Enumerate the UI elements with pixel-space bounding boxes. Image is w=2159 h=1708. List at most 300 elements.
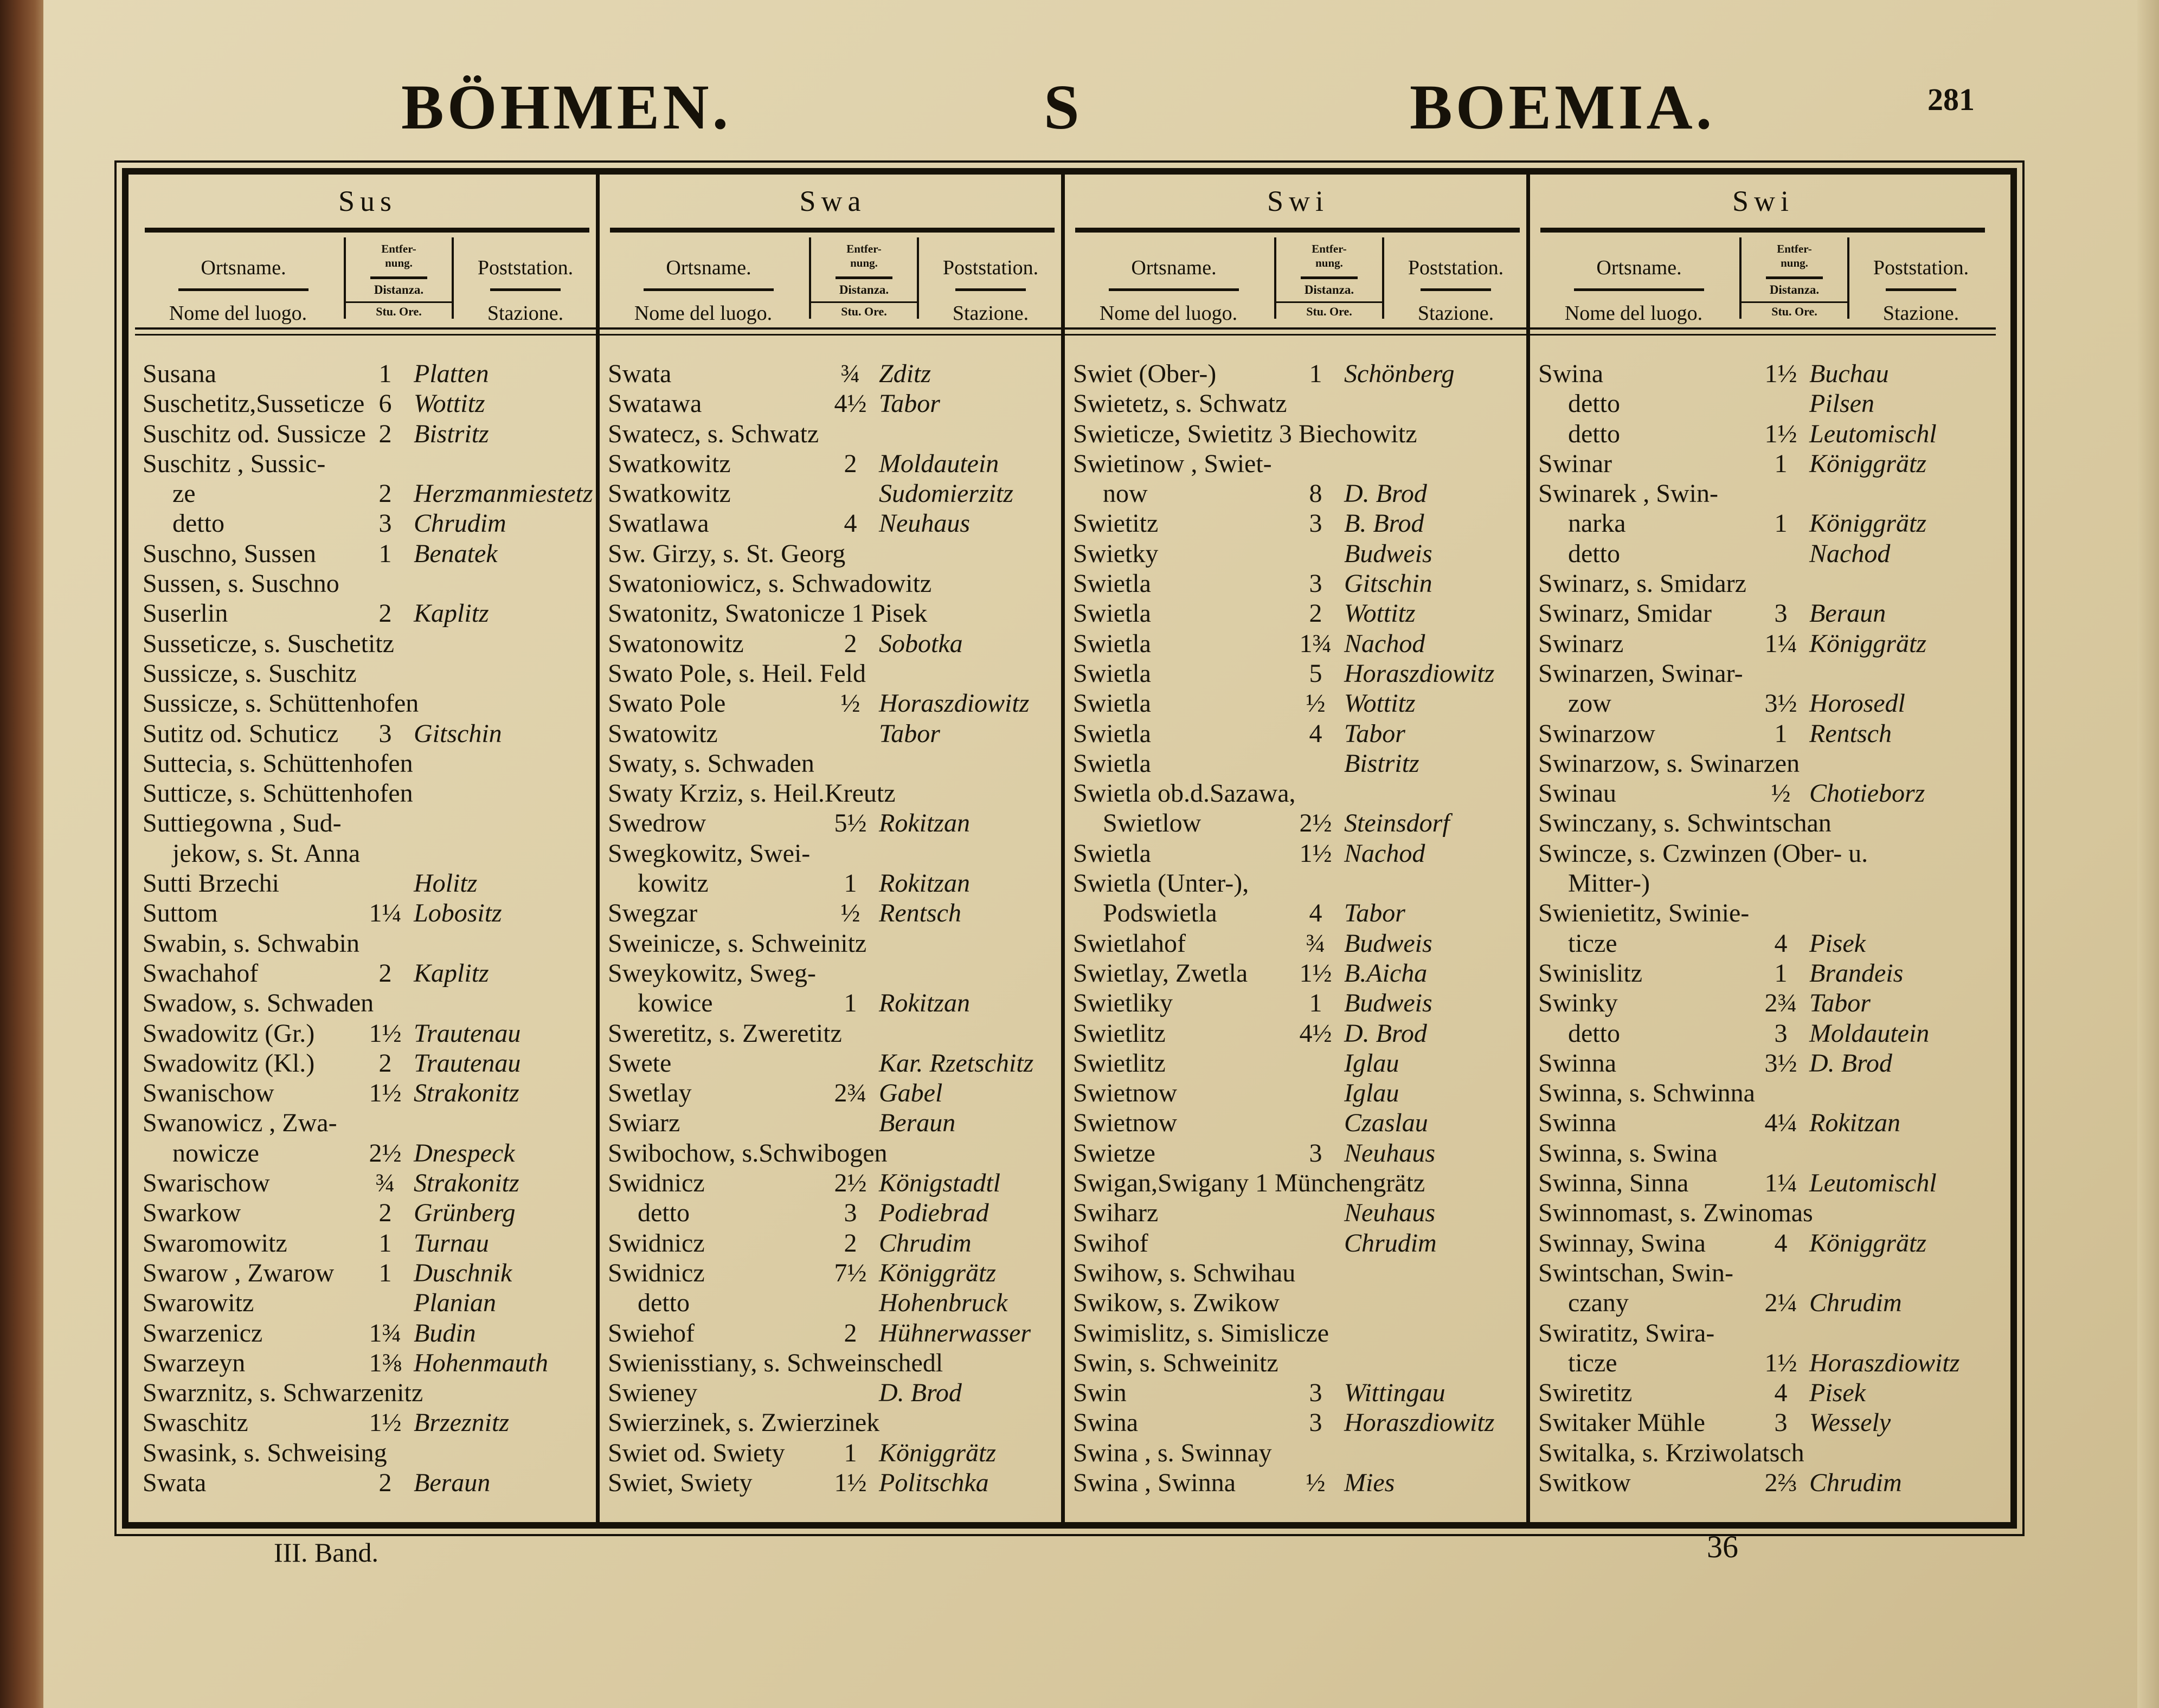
table-row <box>1538 1228 1994 1258</box>
distance-value: ¾ <box>375 1169 395 1198</box>
place-name: zow <box>1568 689 1611 718</box>
distance-value: 1 <box>378 359 392 388</box>
entry-list <box>1073 359 1528 1498</box>
distance-value: ½ <box>1771 779 1791 808</box>
header-place-it: Nome del luogo. <box>169 302 307 325</box>
place-name: Swietla ob.d.Sazawa, <box>1073 779 1296 808</box>
place-name: Swete <box>608 1048 672 1078</box>
running-head-left: BÖHMEN. <box>401 72 732 143</box>
post-station: D. Brod <box>1344 1019 1427 1048</box>
place-name: Swinar <box>1538 449 1612 478</box>
table-row <box>143 1108 598 1138</box>
post-station: B. Brod <box>1344 509 1424 538</box>
post-station: Zditz <box>879 359 931 388</box>
table-row <box>1073 508 1528 538</box>
post-station: Königstadtl <box>879 1169 1001 1198</box>
post-station: Horaszdiowitz <box>1344 1408 1495 1438</box>
place-name: Swadow, s. Schwaden <box>143 989 374 1018</box>
distance-value: 2⅔ <box>1764 1468 1797 1497</box>
place-name: Swiehof <box>608 1318 695 1348</box>
post-station: Herzmanmiestetz <box>414 479 593 508</box>
distance-value: 1½ <box>1764 419 1797 448</box>
place-name: Sussicze, s. Schüttenhofen <box>143 689 419 718</box>
header-post-it: Stazione. <box>952 302 1029 325</box>
table-row <box>1538 1438 1994 1468</box>
place-name: Suserlin <box>143 599 228 628</box>
table-row <box>608 1468 1063 1498</box>
post-station: Tabor <box>1809 989 1871 1018</box>
distance-value: ½ <box>840 689 860 718</box>
distance-value: 1 <box>1774 958 1788 988</box>
place-name: Switalka, s. Krziwolatsch <box>1538 1438 1804 1467</box>
place-name: Swietla <box>1073 569 1151 598</box>
place-name: Swihof <box>1073 1228 1148 1258</box>
header-distance <box>809 237 919 319</box>
table-row <box>608 719 1063 749</box>
header-post-de: Poststation. <box>1408 256 1504 279</box>
table-row <box>1073 569 1528 598</box>
table-row <box>1538 1138 1994 1168</box>
place-name: Sweykowitz, Sweg- <box>608 958 816 988</box>
running-head-letter: S <box>1044 72 1080 143</box>
distance-value: 7½ <box>834 1258 867 1287</box>
table-row <box>608 389 1063 418</box>
place-name: Swietla <box>1073 719 1151 748</box>
table-row <box>143 659 598 688</box>
place-name: Sutti Brzechi <box>143 869 279 898</box>
table-row <box>608 1318 1063 1348</box>
post-station: B.Aicha <box>1344 958 1428 988</box>
place-name: Swihow, s. Schwihau <box>1073 1258 1296 1287</box>
place-name: Swarkow <box>143 1198 241 1228</box>
distance-value: 1½ <box>369 1079 402 1108</box>
table-row <box>1073 929 1528 958</box>
table-row <box>1073 1048 1528 1078</box>
table-row <box>143 808 598 838</box>
table-row <box>1073 868 1528 898</box>
post-station: Wittingau <box>1344 1378 1445 1408</box>
post-station: Königgrätz <box>879 1438 997 1467</box>
table-row <box>1538 1078 1994 1108</box>
place-name: ticze <box>1568 929 1617 958</box>
post-station: Chrudim <box>879 1228 972 1258</box>
table-row <box>143 988 598 1018</box>
post-station: D. Brod <box>1809 1048 1892 1078</box>
place-name: ze <box>172 479 196 508</box>
place-name: Swarow , Zwarow <box>143 1258 335 1287</box>
place-name: Swinna, s. Schwinna <box>1538 1079 1755 1108</box>
header-rule <box>1301 276 1358 279</box>
place-name: Swietla (Unter-), <box>1073 869 1249 898</box>
table-row <box>143 778 598 808</box>
column-header <box>1065 235 1531 325</box>
table-row <box>608 419 1063 449</box>
distance-value: 4 <box>1774 929 1788 958</box>
post-station: Pisek <box>1809 929 1866 958</box>
table-row <box>1538 1378 1994 1408</box>
table-row <box>608 688 1063 718</box>
header-rule <box>1766 276 1823 279</box>
header-rule <box>1574 288 1704 291</box>
distance-value: 3½ <box>1764 689 1797 718</box>
distance-value: 1½ <box>834 1468 867 1497</box>
table-row <box>1073 598 1528 628</box>
place-name: Swiratitz, Swira- <box>1538 1318 1715 1348</box>
title-rule <box>1075 228 1520 233</box>
table-row <box>608 1408 1063 1438</box>
place-name: Swimislitz, s. Simislicze <box>1073 1318 1329 1348</box>
distance-value: 1¼ <box>1764 629 1797 658</box>
distance-value: 3 <box>1309 569 1322 598</box>
post-station: Chrudim <box>1344 1228 1437 1258</box>
table-row <box>1073 1408 1528 1438</box>
distance-value: 5 <box>1309 659 1322 688</box>
place-name: jekow, s. St. Anna <box>172 839 361 868</box>
place-name: Swatkowitz <box>608 479 731 508</box>
place-name: Sweinicze, s. Schweinitz <box>608 929 867 958</box>
header-place-it: Nome del luogo. <box>634 302 773 325</box>
table-row <box>1538 659 1994 688</box>
post-station: Wottitz <box>414 389 485 418</box>
post-station: D. Brod <box>879 1378 962 1408</box>
place-name: Swaschitz <box>143 1408 248 1438</box>
table-row <box>143 1019 598 1048</box>
place-name: Swata <box>143 1468 207 1497</box>
post-station: Hühnerwasser <box>879 1318 1031 1348</box>
column-title: Swi <box>1732 185 1795 217</box>
book-binding <box>0 0 43 1708</box>
post-station: Neuhaus <box>1344 1198 1435 1228</box>
place-name: Swatawa <box>608 389 702 418</box>
table-row <box>608 359 1063 389</box>
table-row <box>1538 1468 1994 1498</box>
place-name: Swietlow <box>1103 809 1201 838</box>
place-name: detto <box>1568 419 1620 448</box>
place-name: Swietla <box>1073 629 1151 658</box>
place-name: Swidnicz <box>608 1169 705 1198</box>
place-name: Swienietitz, Swinie- <box>1538 899 1750 928</box>
table-row <box>143 1078 598 1108</box>
header-rule <box>178 288 309 291</box>
distance-value: 2½ <box>834 1169 867 1198</box>
post-station: Königgrätz <box>1809 1228 1927 1258</box>
post-station: Neuhaus <box>879 509 970 538</box>
post-station: Horaszdiowitz <box>1809 1348 1960 1377</box>
place-name: Podswietla <box>1103 899 1217 928</box>
place-name: Suschitz , Sussic- <box>143 449 326 478</box>
distance-value: 6 <box>378 389 392 418</box>
place-name: Swatoniowicz, s. Schwadowitz <box>608 569 932 598</box>
post-station: Mies <box>1344 1468 1395 1497</box>
post-station: Beraun <box>414 1468 491 1497</box>
table-row <box>608 1438 1063 1468</box>
table-row <box>143 598 598 628</box>
post-station: Duschnik <box>414 1258 512 1287</box>
place-name: Swieticze, Swietitz 3 Biechowitz <box>1073 419 1417 448</box>
post-station: Hohenbruck <box>879 1288 1008 1318</box>
table-row <box>143 868 598 898</box>
header-distance-units: Stu. Ore. <box>346 301 452 319</box>
table-row <box>143 449 598 479</box>
place-name: Swadowitz (Kl.) <box>143 1048 315 1078</box>
distance-value: 1 <box>844 869 857 898</box>
distance-value: 3 <box>1774 1019 1788 1048</box>
place-name: Susseticze, s. Suschetitz <box>143 629 394 658</box>
place-name: Swarznitz, s. Schwarzenitz <box>143 1378 423 1408</box>
place-name: detto <box>1568 389 1620 418</box>
header-distance-de: Entfer- nung. <box>1312 242 1347 269</box>
post-station: Strakonitz <box>414 1079 519 1108</box>
table-row <box>1073 1288 1528 1318</box>
place-name: Swatonitz, Swatonicze 1 Pisek <box>608 599 928 628</box>
place-name: Swato Pole <box>608 689 726 718</box>
place-name: Swaromowitz <box>143 1228 287 1258</box>
place-name: Swato Pole, s. Heil. Feld <box>608 659 866 688</box>
post-station: Kaplitz <box>414 958 489 988</box>
table-row <box>1538 598 1994 628</box>
place-name: Swinislitz <box>1538 958 1643 988</box>
place-name: narka <box>1568 509 1626 538</box>
place-name: czany <box>1568 1288 1629 1318</box>
place-name: Swinna, Sinna <box>1538 1169 1689 1198</box>
place-name: Susana <box>143 359 216 388</box>
table-row <box>143 539 598 569</box>
post-station: Chrudim <box>1809 1468 1902 1497</box>
place-name: Swietitz <box>1073 509 1159 538</box>
place-name: Swietla <box>1073 839 1151 868</box>
table-row <box>143 1348 598 1378</box>
distance-value: 4 <box>1774 1228 1788 1258</box>
distance-value: 3½ <box>1764 1048 1797 1078</box>
place-name: Sussen, s. Suschno <box>143 569 339 598</box>
table-row <box>608 929 1063 958</box>
distance-value: 2 <box>844 1318 857 1348</box>
place-name: Swiet, Swiety <box>608 1468 753 1497</box>
title-rule <box>1540 228 1985 233</box>
column-header <box>600 235 1065 325</box>
post-station: Neuhaus <box>1344 1138 1435 1168</box>
distance-value: 2 <box>378 1468 392 1497</box>
place-name: Swiet od. Swiety <box>608 1438 785 1467</box>
place-name: Swina , s. Swinnay <box>1073 1438 1272 1467</box>
post-station: D. Brod <box>1344 479 1427 508</box>
distance-value: ½ <box>1306 689 1326 718</box>
table-row <box>143 1468 598 1498</box>
table-row <box>1073 1378 1528 1408</box>
table-row <box>1073 659 1528 688</box>
header-distance-de: Entfer- nung. <box>846 242 882 269</box>
table-row <box>1073 479 1528 508</box>
header-post-de: Poststation. <box>942 256 1039 279</box>
place-name: Swarzeyn <box>143 1348 246 1377</box>
table-column-swa <box>600 175 1065 1522</box>
place-name: Swinarzen, Swinar- <box>1538 659 1743 688</box>
place-name: Swigan,Swigany 1 Münchengrätz <box>1073 1169 1425 1198</box>
distance-value: ¾ <box>840 359 860 388</box>
place-name: Swabin, s. Schwabin <box>143 929 359 958</box>
post-station: Kar. Rzetschitz <box>879 1048 1034 1078</box>
header-double-rule <box>600 327 1065 336</box>
header-place-de: Ortsname. <box>666 256 751 279</box>
distance-value: 2 <box>378 1048 392 1078</box>
post-station: Rokitzan <box>879 989 970 1018</box>
table-row <box>608 1198 1063 1228</box>
distance-value: 3 <box>378 509 392 538</box>
table-row <box>608 1138 1063 1168</box>
distance-value: 2¾ <box>834 1079 867 1108</box>
place-name: Switaker Mühle <box>1538 1408 1705 1438</box>
place-name: Swatowitz <box>608 719 718 748</box>
place-name: Swidnicz <box>608 1258 705 1287</box>
title-rule <box>145 228 589 233</box>
post-station: Czaslau <box>1344 1108 1428 1138</box>
place-name: Swanischow <box>143 1079 274 1108</box>
table-row <box>1073 1138 1528 1168</box>
place-name: Swin <box>1073 1378 1127 1408</box>
post-station: Rentsch <box>1809 719 1892 748</box>
table-row <box>1538 988 1994 1018</box>
table-row <box>1538 778 1994 808</box>
header-distance-it: Distanza. <box>839 283 889 297</box>
post-station: Moldautein <box>1809 1019 1930 1048</box>
post-station: Budin <box>414 1318 476 1348</box>
table-row <box>608 659 1063 688</box>
post-station: Wessely <box>1809 1408 1891 1438</box>
table-row <box>608 1078 1063 1108</box>
distance-value: 1¾ <box>1299 629 1332 658</box>
place-name: detto <box>638 1288 690 1318</box>
distance-value: 1 <box>844 1438 857 1467</box>
running-head-right: BOEMIA. <box>1410 72 1715 143</box>
place-name: Swatonowitz <box>608 629 744 658</box>
table-row <box>1538 929 1994 958</box>
distance-value: 4¼ <box>1764 1108 1797 1138</box>
table-row <box>1538 1348 1994 1378</box>
distance-value: 2 <box>378 958 392 988</box>
distance-value: 4 <box>1309 719 1322 748</box>
distance-value: 3 <box>1309 1408 1322 1438</box>
post-station: Kaplitz <box>414 599 489 628</box>
place-name: detto <box>1568 1019 1620 1048</box>
distance-value: 4½ <box>834 389 867 418</box>
post-station: Budweis <box>1344 539 1432 568</box>
header-distance-units: Stu. Ore. <box>1742 301 1847 319</box>
table-row <box>1538 1318 1994 1348</box>
header-rule <box>836 276 892 279</box>
distance-value: 8 <box>1309 479 1322 508</box>
table-row <box>1073 898 1528 928</box>
post-station: Brandeis <box>1809 958 1904 988</box>
column-title: Swa <box>799 185 866 217</box>
place-name: detto <box>1568 539 1620 568</box>
distance-value: 2 <box>844 449 857 478</box>
table-row <box>1538 839 1994 868</box>
distance-value: 1½ <box>369 1408 402 1438</box>
post-station: Grünberg <box>414 1198 516 1228</box>
post-station: Chrudim <box>1809 1288 1902 1318</box>
place-name: Swietky <box>1073 539 1159 568</box>
post-station: Beraun <box>879 1108 956 1138</box>
post-station: Bistritz <box>1344 749 1419 778</box>
place-name: Swietze <box>1073 1138 1155 1168</box>
header-post-de: Poststation. <box>1873 256 1969 279</box>
post-station: Planian <box>414 1288 496 1318</box>
table-column-swi-2 <box>1531 175 1996 1522</box>
distance-value: 2½ <box>369 1138 402 1168</box>
post-station: Chotieborz <box>1809 779 1925 808</box>
place-name: ticze <box>1568 1348 1617 1377</box>
table-row <box>608 1168 1063 1198</box>
place-name: Swinarek , Swin- <box>1538 479 1718 508</box>
table-row <box>143 1438 598 1468</box>
table-row <box>1073 419 1528 449</box>
distance-value: 2 <box>844 1228 857 1258</box>
table-row <box>608 1048 1063 1078</box>
table-row <box>143 1138 598 1168</box>
distance-value: 3 <box>844 1198 857 1228</box>
place-name: Swietlitz <box>1073 1048 1166 1078</box>
table-row <box>1538 808 1994 838</box>
post-station: Horaszdiowitz <box>1344 659 1495 688</box>
table-row <box>1538 539 1994 569</box>
table-row <box>608 868 1063 898</box>
table-row <box>1538 479 1994 508</box>
distance-value: 4 <box>1774 1378 1788 1408</box>
distance-value: 1¾ <box>369 1318 402 1348</box>
post-station: Budweis <box>1344 929 1432 958</box>
header-rule <box>490 288 561 291</box>
place-name: Swina <box>1073 1408 1138 1438</box>
distance-value: 2 <box>1309 599 1322 628</box>
entry-list <box>608 359 1063 1498</box>
place-name: Swieney <box>608 1378 698 1408</box>
table-column-swi-1 <box>1065 175 1531 1522</box>
header-double-rule <box>1531 327 1996 336</box>
place-name: now <box>1103 479 1148 508</box>
place-name: Swatkowitz <box>608 449 731 478</box>
post-station: Leutomischl <box>1809 1169 1937 1198</box>
place-name: Swegzar <box>608 899 698 928</box>
header-rule <box>644 288 774 291</box>
distance-value: 2¼ <box>1764 1288 1797 1318</box>
place-name: Swinky <box>1538 989 1618 1018</box>
place-name: Sw. Girzy, s. St. Georg <box>608 539 846 568</box>
post-station: Lobositz <box>414 899 502 928</box>
header-rule <box>370 276 427 279</box>
distance-value: 3 <box>1774 1408 1788 1438</box>
header-distance-units: Stu. Ore. <box>1276 301 1382 319</box>
place-name: Suschetitz,Susseticze <box>143 389 365 418</box>
place-name: Swienisstiany, s. Schweinschedl <box>608 1348 943 1377</box>
table-row <box>1073 808 1528 838</box>
place-name: Swanowicz , Zwa- <box>143 1108 337 1138</box>
post-station: Moldautein <box>879 449 999 478</box>
place-name: Swietla <box>1073 749 1151 778</box>
post-station: Tabor <box>1344 899 1405 928</box>
table-row <box>1073 958 1528 988</box>
distance-value: 4 <box>1309 899 1322 928</box>
header-double-rule <box>135 327 600 336</box>
table-row <box>1538 719 1994 749</box>
table-row <box>608 778 1063 808</box>
post-station: Chrudim <box>414 509 506 538</box>
header-distance-it: Distanza. <box>1304 283 1354 297</box>
place-name: Swietetz, s. Schwatz <box>1073 389 1287 418</box>
post-station: Podiebrad <box>879 1198 989 1228</box>
place-name: Swadowitz (Gr.) <box>143 1019 315 1048</box>
place-name: Swietla <box>1073 659 1151 688</box>
table-row <box>608 479 1063 508</box>
